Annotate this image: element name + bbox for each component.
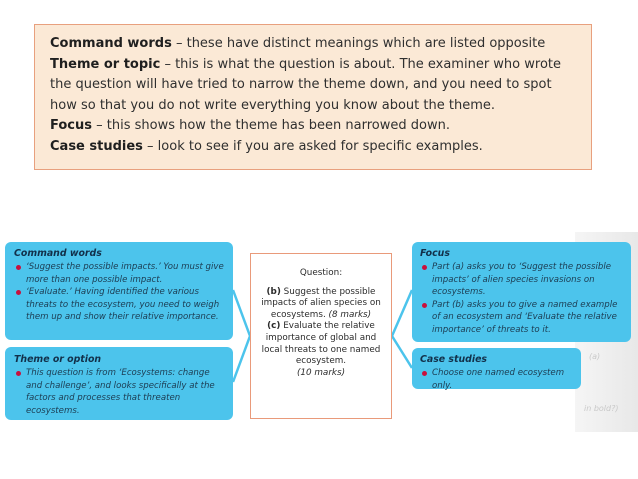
command-words-heading: Command words: [14, 248, 102, 259]
definition-command-words: Command words – these have distinct meanings which are listed opposite: [50, 36, 546, 51]
theme-or-option-heading: Theme or option: [14, 354, 102, 365]
definition-theme-or-topic: Theme or topic – this is what the question is about. The examiner who wrote the question will have tried to narrow the theme down, and you need to spot how so that you do not write everything you know about the theme.: [50, 56, 561, 113]
theme-or-option-box: [5, 347, 233, 420]
question-breakdown-diagram: [0, 232, 638, 479]
faint-text: (a): [589, 352, 601, 361]
focus-box: [412, 242, 631, 342]
question-title: Question:: [299, 268, 343, 278]
question-part-c: (c) Evaluate the relative importance of global and local threats to one named ecosystem. (10 marks): [261, 321, 381, 378]
list-item: ‘Suggest the possible impacts.’ You must give more than one possible impact.: [14, 261, 227, 286]
definitions-panel: [34, 24, 592, 170]
list-item: Part (a) asks you to ‘Suggest the possible impacts’ of alien species invasions on ecosystems.: [420, 261, 625, 299]
right-connector: [392, 290, 412, 368]
question-box: [250, 253, 392, 419]
definition-case-studies: Case studies – look to see if you are asked for specific examples.: [50, 138, 483, 154]
definition-focus: Focus – this shows how the theme has been narrowed down.: [50, 118, 450, 134]
list-item: This question is from ‘Ecosystems: change and challenge’, and looks specifically at the factors and processes that threaten ecosystems.: [14, 367, 227, 417]
command-words-box: [5, 242, 233, 340]
list-item: Part (b) asks you to give a named example of an ecosystem and ‘Evaluate the relative importance’ of threats to it.: [420, 299, 625, 337]
left-connector: [233, 290, 250, 382]
case-studies-heading: Case studies: [420, 354, 488, 365]
part-c-marks: (10 marks): [296, 367, 346, 378]
faint-text: in bold?): [584, 404, 619, 413]
list-item: Choose one named ecosystem only.: [420, 367, 575, 392]
question-part-b: (b) Suggest the possible impacts of alien species on ecosystems. (8 marks): [261, 286, 381, 320]
list-item: ‘Evaluate.’ Having identified the various threats to the ecosystem, you need to weigh them up and show their relative importance.: [14, 286, 227, 324]
case-studies-box: [412, 348, 581, 389]
part-b-marks: (8 marks): [328, 309, 372, 320]
focus-heading: Focus: [420, 248, 450, 259]
